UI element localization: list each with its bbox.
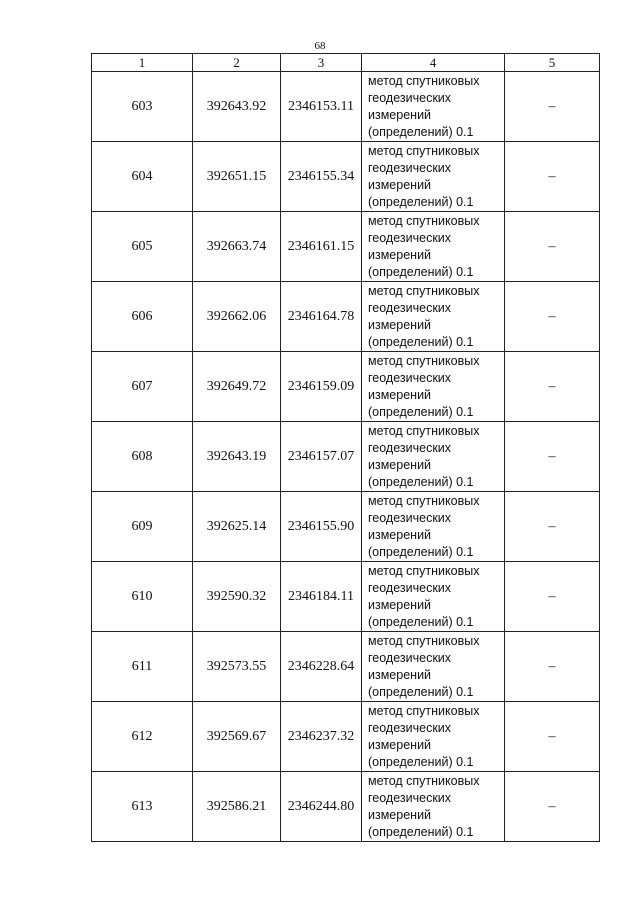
method-line: измерений [368,247,432,262]
method-line: (определений) 0.1 [368,754,474,769]
note-cell: – [505,632,600,702]
method-line: метод спутниковых [368,563,480,578]
method-line: измерений [368,177,432,192]
table-row [92,492,600,562]
note-cell: – [505,492,600,562]
note-cell: – [505,702,600,772]
column-header-2: 2 [193,54,281,72]
method-line: метод спутниковых [368,283,480,298]
table-row [92,702,600,772]
y-coordinate: 2346155.34 [281,142,362,212]
page-number: 68 [314,40,326,52]
method-line: метод спутниковых [368,633,480,648]
method-line: геодезических [368,230,452,245]
method-line: (определений) 0.1 [368,334,474,349]
table-row [92,212,600,282]
y-coordinate: 2346157.07 [281,422,362,492]
table-row [92,72,600,142]
method-line: геодезических [368,580,452,595]
note-cell: – [505,422,600,492]
method-line: метод спутниковых [368,213,480,228]
method-cell [362,352,505,422]
y-coordinate: 2346184.11 [281,562,362,632]
method-line: (определений) 0.1 [368,474,474,489]
table-row [92,422,600,492]
method-line: метод спутниковых [368,493,480,508]
method-line: (определений) 0.1 [368,194,474,209]
method-cell [362,212,505,282]
y-coordinate: 2346161.15 [281,212,362,282]
y-coordinate: 2346244.80 [281,772,362,842]
coordinates-table [91,53,600,842]
method-cell [362,72,505,142]
column-header-4: 4 [362,54,505,72]
point-number: 612 [92,702,193,772]
point-number: 610 [92,562,193,632]
method-line: (определений) 0.1 [368,684,474,699]
method-line: (определений) 0.1 [368,124,474,139]
method-line: метод спутниковых [368,773,480,788]
method-cell [362,772,505,842]
x-coordinate: 392651.15 [193,142,281,212]
x-coordinate: 392590.32 [193,562,281,632]
table-row [92,772,600,842]
method-line: измерений [368,737,432,752]
table-row [92,352,600,422]
point-number: 605 [92,212,193,282]
column-header-5: 5 [505,54,600,72]
method-cell [362,492,505,562]
note-cell: – [505,72,600,142]
x-coordinate: 392649.72 [193,352,281,422]
method-line: измерений [368,527,432,542]
table-row [92,282,600,352]
method-line: (определений) 0.1 [368,614,474,629]
column-header-3: 3 [281,54,362,72]
method-cell [362,422,505,492]
x-coordinate: 392625.14 [193,492,281,562]
method-line: геодезических [368,650,452,665]
x-coordinate: 392662.06 [193,282,281,352]
method-line: измерений [368,597,432,612]
method-line: метод спутниковых [368,703,480,718]
note-cell: – [505,282,600,352]
point-number: 608 [92,422,193,492]
x-coordinate: 392663.74 [193,212,281,282]
x-coordinate: 392643.92 [193,72,281,142]
note-cell: – [505,212,600,282]
point-number: 604 [92,142,193,212]
table-row [92,562,600,632]
method-line: измерений [368,667,432,682]
table-row [92,632,600,702]
method-line: измерений [368,457,432,472]
y-coordinate: 2346159.09 [281,352,362,422]
note-cell: – [505,352,600,422]
method-line: геодезических [368,720,452,735]
y-coordinate: 2346164.78 [281,282,362,352]
method-line: (определений) 0.1 [368,404,474,419]
method-line: (определений) 0.1 [368,824,474,839]
method-line: геодезических [368,510,452,525]
method-cell [362,142,505,212]
table-row [92,142,600,212]
method-line: метод спутниковых [368,353,480,368]
point-number: 611 [92,632,193,702]
method-line: геодезических [368,790,452,805]
x-coordinate: 392643.19 [193,422,281,492]
method-line: геодезических [368,370,452,385]
y-coordinate: 2346155.90 [281,492,362,562]
method-line: геодезических [368,300,452,315]
x-coordinate: 392586.21 [193,772,281,842]
point-number: 603 [92,72,193,142]
note-cell: – [505,142,600,212]
method-line: измерений [368,387,432,402]
method-line: метод спутниковых [368,73,480,88]
column-header-1: 1 [92,54,193,72]
note-cell: – [505,772,600,842]
point-number: 613 [92,772,193,842]
point-number: 606 [92,282,193,352]
method-line: метод спутниковых [368,423,480,438]
method-line: измерений [368,317,432,332]
point-number: 607 [92,352,193,422]
y-coordinate: 2346237.32 [281,702,362,772]
method-line: измерений [368,807,432,822]
x-coordinate: 392569.67 [193,702,281,772]
method-cell [362,702,505,772]
y-coordinate: 2346153.11 [281,72,362,142]
method-line: геодезических [368,440,452,455]
x-coordinate: 392573.55 [193,632,281,702]
method-cell [362,282,505,352]
method-line: измерений [368,107,432,122]
method-cell [362,562,505,632]
y-coordinate: 2346228.64 [281,632,362,702]
method-line: (определений) 0.1 [368,264,474,279]
method-line: геодезических [368,90,452,105]
note-cell: – [505,562,600,632]
point-number: 609 [92,492,193,562]
table-header-row [92,54,600,72]
method-line: геодезических [368,160,452,175]
method-line: (определений) 0.1 [368,544,474,559]
method-line: метод спутниковых [368,143,480,158]
method-cell [362,632,505,702]
